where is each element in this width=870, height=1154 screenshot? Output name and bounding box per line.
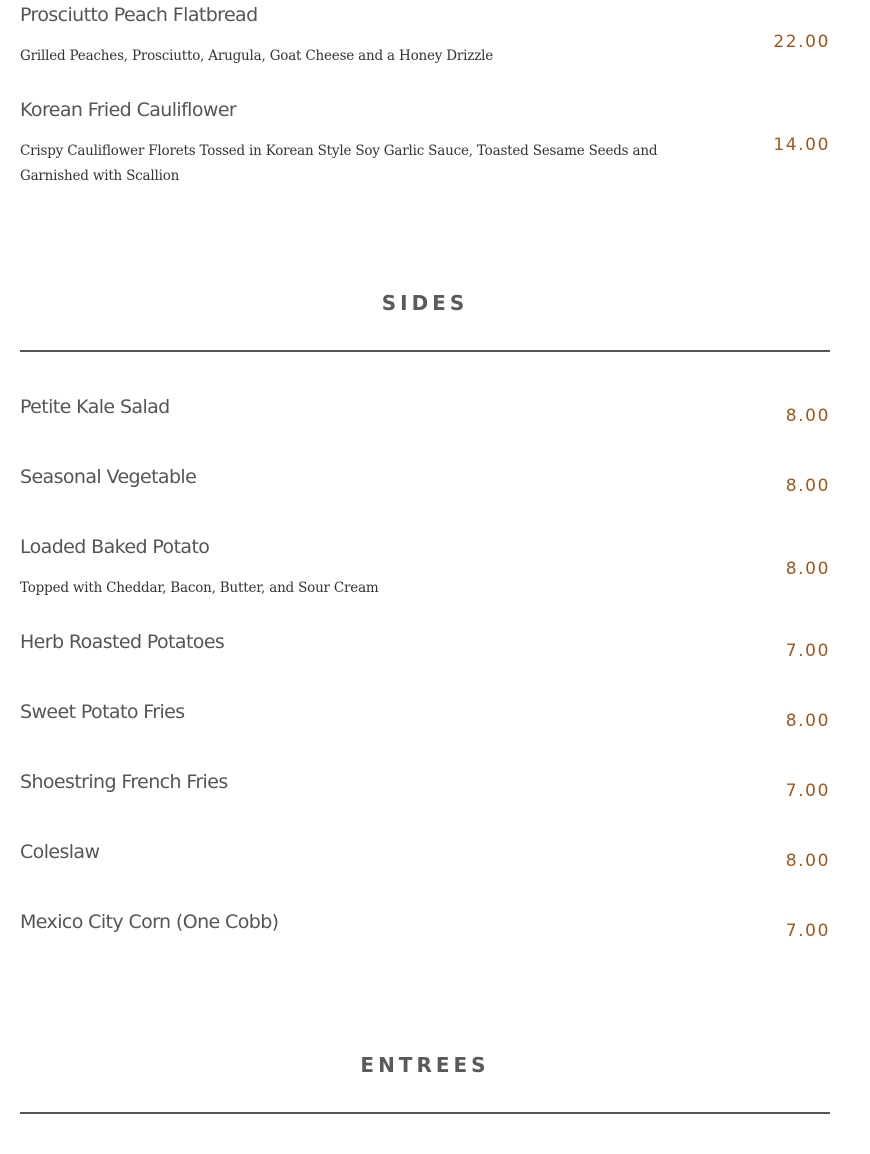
item-name: Sweet Potato Fries — [20, 701, 185, 723]
item-price: 8.00 — [785, 559, 830, 579]
item-name: Mexico City Corn (One Cobb) — [20, 911, 279, 933]
menu-item-herb-roasted-potatoes — [20, 633, 830, 663]
item-price: 14.00 — [773, 135, 830, 155]
menu-item-shoestring-french-fries — [20, 773, 830, 803]
section-heading-entrees: ENTREES — [360, 1053, 490, 1077]
item-description: Grilled Peaches, Prosciutto, Arugula, Goat Cheese and a Honey Drizzle — [20, 48, 494, 64]
item-price: 8.00 — [785, 406, 830, 426]
menu-item-sweet-potato-fries — [20, 703, 830, 733]
item-name: Coleslaw — [20, 841, 100, 863]
menu-item-prosciutto-peach-flatbread — [20, 6, 830, 70]
item-name: Petite Kale Salad — [20, 396, 170, 418]
item-name: Korean Fried Cauliflower — [20, 99, 237, 121]
item-price: 7.00 — [785, 921, 830, 941]
item-price: 8.00 — [785, 711, 830, 731]
item-description: Crispy Cauliflower Florets Tossed in Korean Style Soy Garlic Sauce, Toasted Sesame Seeds and Garnished with Scallion — [20, 143, 658, 184]
item-description: Topped with Cheddar, Bacon, Butter, and Sour Cream — [20, 580, 379, 596]
menu-item-loaded-baked-potato — [20, 538, 830, 603]
item-price: 8.00 — [785, 851, 830, 871]
item-price: 8.00 — [785, 476, 830, 496]
section-divider — [20, 350, 830, 352]
item-name: Seasonal Vegetable — [20, 466, 197, 488]
menu-item-korean-fried-cauliflower — [20, 101, 830, 191]
item-name: Shoestring French Fries — [20, 771, 228, 793]
item-price: 7.00 — [785, 781, 830, 801]
menu-item-seasonal-vegetable — [20, 468, 830, 498]
menu-item-mexico-city-corn — [20, 913, 830, 943]
item-name: Prosciutto Peach Flatbread — [20, 4, 258, 26]
menu-item-petite-kale-salad — [20, 398, 830, 428]
item-price: 22.00 — [773, 32, 830, 52]
menu-item-coleslaw — [20, 843, 830, 873]
item-name: Loaded Baked Potato — [20, 536, 210, 558]
section-divider — [20, 1112, 830, 1114]
item-name: Herb Roasted Potatoes — [20, 631, 225, 653]
section-heading-sides: SIDES — [381, 291, 469, 315]
item-price: 7.00 — [785, 641, 830, 661]
